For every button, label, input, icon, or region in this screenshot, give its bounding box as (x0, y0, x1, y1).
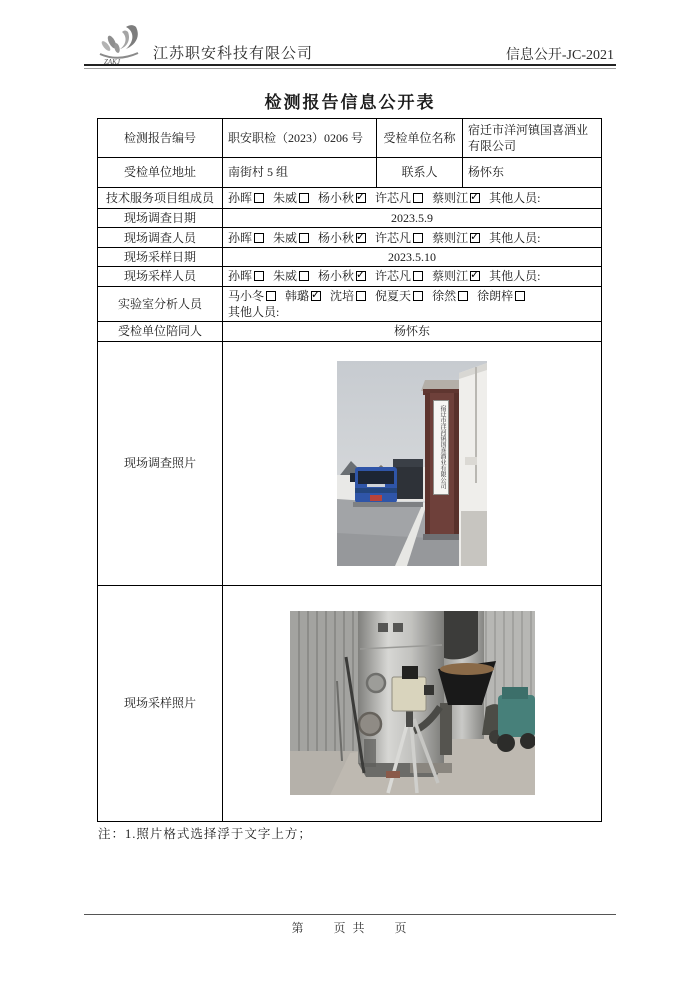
member-item (318, 268, 366, 284)
member-item (273, 268, 309, 284)
survey-photo (337, 361, 487, 566)
member-item (477, 288, 525, 304)
footnote: 注：1.照片格式选择浮于文字上方； (98, 827, 312, 841)
member-item (228, 190, 264, 206)
survey-staff-members (223, 228, 602, 248)
member-item (432, 230, 480, 246)
company-logo (92, 24, 152, 68)
member-name: 孙晖 (228, 190, 253, 205)
member-name: 蔡则江 (432, 269, 469, 284)
sampling-photo (290, 611, 535, 795)
page-number-text: 第 页 共 页 (291, 921, 409, 935)
report-no-value: 职安职检（2023）0206 号 (223, 119, 377, 158)
member-item (273, 230, 309, 246)
member-name: 杨小秋 (318, 230, 355, 245)
member-item (375, 190, 423, 206)
member-name: 许芯凡 (375, 230, 412, 245)
gate-pillar-sign: 宿迁市洋河镇国喜酒业有限公司 (433, 400, 449, 495)
contact-label: 联系人 (377, 158, 463, 188)
footer-rule (84, 914, 616, 915)
checkbox-unchecked[interactable] (254, 271, 264, 281)
checkbox-unchecked[interactable] (413, 193, 423, 203)
checkbox-unchecked[interactable] (299, 233, 309, 243)
checkbox-unchecked[interactable] (254, 233, 264, 243)
member-item (228, 230, 264, 246)
svg-text:ZAKJ: ZAKJ (104, 58, 120, 66)
member-item (273, 190, 309, 206)
checkbox-unchecked[interactable] (413, 233, 423, 243)
disclosure-table (97, 118, 602, 822)
member-name: 杨小秋 (318, 269, 355, 284)
sampling-staff-members (223, 267, 602, 286)
checkbox-checked[interactable] (470, 271, 480, 281)
member-name: 马小冬 (228, 288, 265, 303)
member-name: 孙晖 (228, 230, 253, 245)
checkbox-checked[interactable] (356, 193, 366, 203)
member-name: 韩璐 (285, 288, 310, 303)
member-name: 许芯凡 (375, 190, 412, 205)
tech-team-label: 技术服务项目组成员 (98, 188, 223, 209)
accompany-label: 受检单位陪同人 (98, 321, 223, 341)
checkbox-unchecked[interactable] (254, 193, 264, 203)
member-item (375, 230, 423, 246)
member-name: 倪夏天 (375, 288, 412, 303)
member-item (375, 268, 423, 284)
member-name: 徐然 (432, 288, 457, 303)
sampling-photo-cell (223, 585, 602, 821)
others-label: 其他人员: (489, 230, 541, 245)
member-item (432, 288, 468, 304)
tech-team-members (223, 188, 602, 209)
report-no-label: 检测报告编号 (98, 119, 223, 158)
survey-photo-label: 现场调查照片 (98, 341, 223, 585)
member-name: 蔡则江 (432, 230, 469, 245)
member-name: 朱威 (273, 190, 298, 205)
member-name: 许芯凡 (375, 269, 412, 284)
survey-photo-cell (223, 341, 602, 585)
member-item (432, 190, 480, 206)
member-item (228, 268, 264, 284)
header-rule (84, 64, 616, 69)
member-name: 朱威 (273, 269, 298, 284)
accompany-value: 杨怀东 (223, 321, 602, 341)
checkbox-unchecked[interactable] (266, 291, 276, 301)
checkbox-checked[interactable] (356, 271, 366, 281)
checkbox-checked[interactable] (470, 233, 480, 243)
checkbox-checked[interactable] (356, 233, 366, 243)
member-name: 沈培 (330, 288, 355, 303)
sampling-date-value: 2023.5.10 (223, 248, 602, 267)
page-title: 检测报告信息公开表 (264, 93, 436, 112)
member-name: 孙晖 (228, 269, 253, 284)
survey-date-label: 现场调查日期 (98, 209, 223, 228)
address-value: 南街村 5 组 (223, 158, 377, 188)
checkbox-unchecked[interactable] (458, 291, 468, 301)
others-label: 其他人员: (489, 190, 541, 205)
sampling-date-label: 现场采样日期 (98, 248, 223, 267)
checkbox-unchecked[interactable] (356, 291, 366, 301)
lab-staff-label: 实验室分析人员 (98, 286, 223, 321)
lab-members-line (228, 288, 596, 304)
sampling-staff-label: 现场采样人员 (98, 267, 223, 286)
checkbox-unchecked[interactable] (299, 271, 309, 281)
unit-name-label: 受检单位名称 (377, 119, 463, 158)
checkbox-unchecked[interactable] (413, 291, 423, 301)
member-item (330, 288, 366, 304)
survey-date-value: 2023.5.9 (223, 209, 602, 228)
member-item (285, 288, 321, 304)
others-label: 其他人员: (228, 304, 280, 319)
checkbox-unchecked[interactable] (299, 193, 309, 203)
member-item (228, 288, 276, 304)
survey-staff-label: 现场调查人员 (98, 228, 223, 248)
document-code: 信息公开-JC-2021 (505, 48, 614, 63)
sampling-photo-label: 现场采样照片 (98, 585, 223, 821)
member-item (318, 230, 366, 246)
checkbox-unchecked[interactable] (515, 291, 525, 301)
member-item (432, 268, 480, 284)
address-label: 受检单位地址 (98, 158, 223, 188)
checkbox-checked[interactable] (470, 193, 480, 203)
contact-value: 杨怀东 (463, 158, 602, 188)
member-name: 徐朗梓 (477, 288, 514, 303)
checkbox-unchecked[interactable] (413, 271, 423, 281)
unit-name-value: 宿迁市洋河镇国喜酒业有限公司 (463, 119, 602, 158)
checkbox-checked[interactable] (311, 291, 321, 301)
others-label: 其他人员: (489, 269, 541, 284)
member-item (318, 190, 366, 206)
member-name: 杨小秋 (318, 190, 355, 205)
company-name: 江苏职安科技有限公司 (153, 46, 314, 62)
member-name: 蔡则江 (432, 190, 469, 205)
member-name: 朱威 (273, 230, 298, 245)
lab-staff-members (223, 286, 602, 321)
member-item (375, 288, 423, 304)
